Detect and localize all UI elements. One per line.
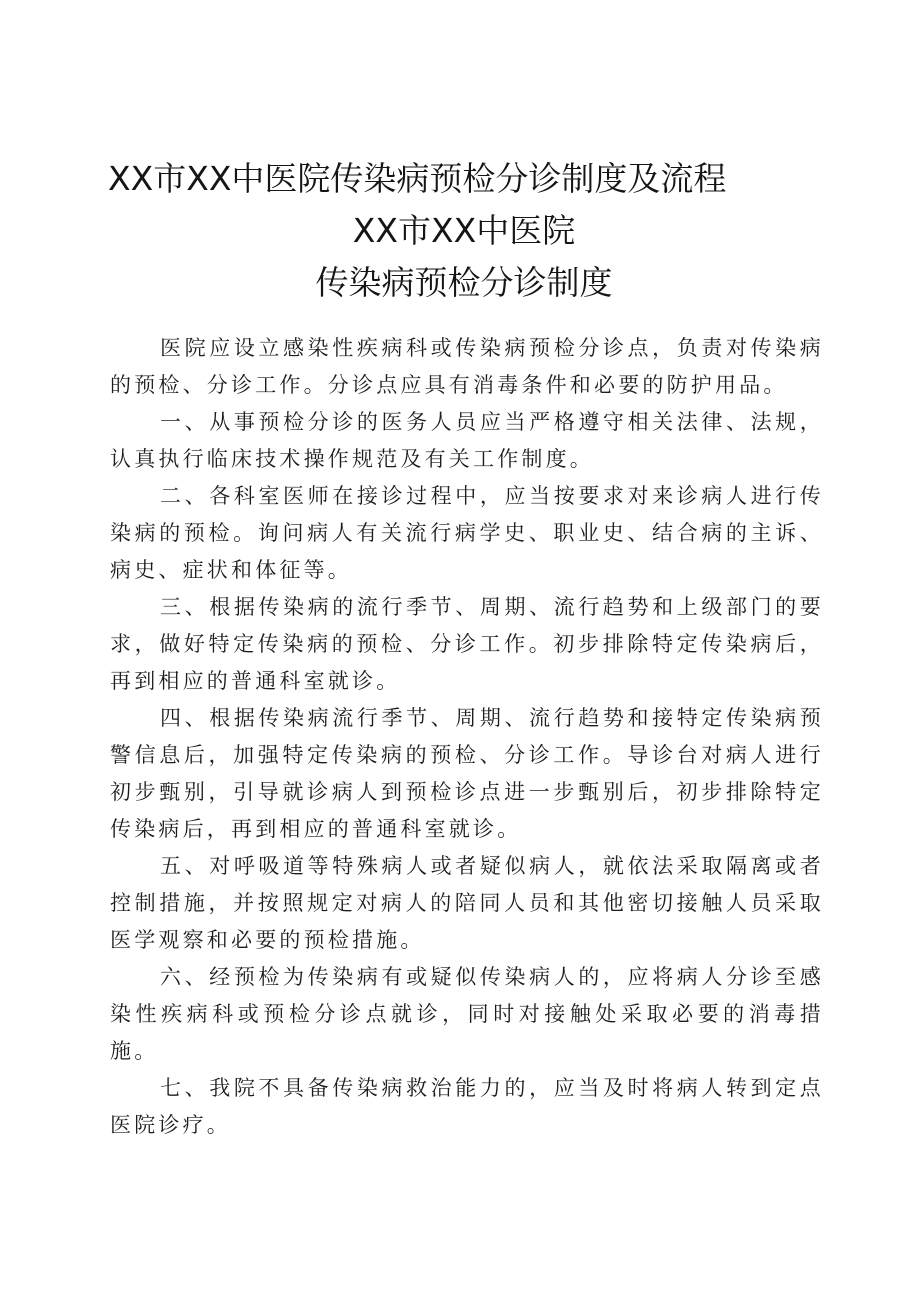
system-title-heading: 传染病预检分诊制度 <box>315 263 613 302</box>
paragraph-item-4: 四、根据传染病流行季节、周期、流行趋势和接特定传染病预警信息后，加强特定传染病的预检、分诊工作。导诊台对病人进行初步甄别，引导就诊病人到预检诊点进一步甄别后，初步排除特定传染病后，再到相应的普通科室就诊。 <box>110 706 824 841</box>
paragraph-item-3: 三、根据传染病的流行季节、周期、流行趋势和上级部门的要求，做好特定传染病的预检、分诊工作。初步排除特定传染病后，再到相应的普通科室就诊。 <box>110 595 824 693</box>
paragraph-item-6: 六、经预检为传染病有或疑似传染病人的，应将病人分诊至感染性疾病科或预检分诊点就诊，同时对接触处采取必要的消毒措施。 <box>110 965 824 1063</box>
hospital-name-heading: XX市XX中医院 <box>352 211 576 250</box>
paragraph-item-1: 一、从事预检分诊的医务人员应当严格遵守相关法律、法规，认真执行临床技术操作规范及有关工作制度。 <box>110 410 824 471</box>
paragraph-item-2: 二、各科室医师在接诊过程中，应当按要求对来诊病人进行传染病的预检。询问病人有关流行病学史、职业史、结合病的主诉、病史、症状和体征等。 <box>110 484 824 582</box>
paragraph-intro: 医院应设立感染性疾病科或传染病预检分诊点，负责对传染病的预检、分诊工作。分诊点应具有消毒条件和必要的防护用品。 <box>110 336 824 397</box>
document-body <box>110 330 824 1144</box>
paragraph-item-7: 七、我院不具备传染病救治能力的，应当及时将病人转到定点医院诊疗。 <box>110 1076 824 1137</box>
document-main-title: XX市XX中医院传染病预检分诊制度及流程 <box>108 159 727 198</box>
paragraph-item-5: 五、对呼吸道等特殊病人或者疑似病人，就依法采取隔离或者控制措施，并按照规定对病人的陪同人员和其他密切接触人员采取医学观察和必要的预检措施。 <box>110 854 824 952</box>
